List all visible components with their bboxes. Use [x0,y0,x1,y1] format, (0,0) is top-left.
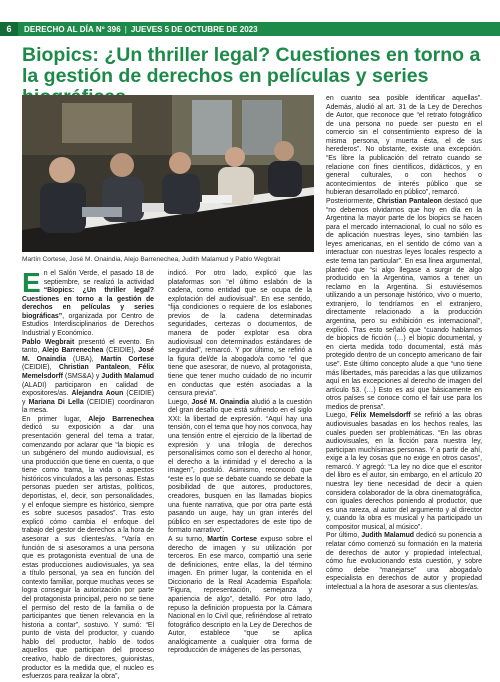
person-name: José M. Onaindia [22,347,155,363]
text-run: Luego, [326,412,351,420]
paragraph [326,198,482,412]
person-name: Alejo Barrenechea [88,415,154,423]
text-run: Por último, [326,532,362,540]
paragraph [326,532,482,592]
person-name: Félix Memelsdorff [350,412,411,420]
paragraph [168,536,312,656]
person-name: Mariana Di Lella [28,398,84,406]
text-run: Luego, [168,398,192,406]
article-column-3 [326,95,482,593]
article-column-1 [22,267,155,682]
publication-name: DERECHO AL DÍA Nº 396 [24,24,121,34]
paragraph [168,270,312,399]
text-run: indicó. Por otro lado, explicó que las plataformas son “el último eslabón de la cadena, como entidad que se ocupa de la explotación del audiovisual”. En ese sentido, “fija condiciones o requiere de los eslabones previos de la cadena determinadas seguridades, certezas o documentos, de manera de poder explotar esa obra audiovisual con determinados estándares de seguridad”, remarcó. Y por último, se refirió a la figura del/de la abogado/a como “el que tiene que asesorar, de nuevo, al protagonista, tiene que tener mucho cuidado de no incurrir en conductas que estén asociadas a la censura previa”. [168,270,312,398]
text-run: (CEIDIE) y [22,390,154,406]
article-title: Biopics: ¿Un thriller legal? Cuestiones en torno a la gestión de derechos en películas y series [22,44,481,87]
paragraph [22,339,154,416]
person-name: Judith Malamud [101,372,154,380]
page-header [0,22,500,36]
text-run: , organizada por Centro de Estudios Interdisciplinarios de Derechos Industrial y Económico. [22,312,154,338]
person-name: Christian Pantaleon [376,197,442,205]
paragraph [22,416,154,682]
text-run: presentó el evento. En tanto, [22,338,154,355]
publication-date: JUEVES 5 DE OCTUBRE DE 2023 [130,24,258,34]
drop-cap: E [22,267,41,298]
text-run: (ALADI) participaron en calidad de expositores/as. [22,381,154,398]
person-name: Pablo Wegbrait [22,338,75,346]
text-run: se refirió a las obras audiovisuales basadas en los hechos reales, las cuales pueden ser problemáticas. “En las obras audiovisuales, en la ficción para nuestra ley, participan muchísimas personas. Y a partir de ahí, exige a la ley cosas que no exige en otros casos”, remarcó. Y agregó: “La ley no dice que el escritor del libro es el autor, sin embargo, en el artículo 20 nuestra ley tiene necesidad de decir a quien considera colaborador de la obra cinematográfica, con iguales derechos poniendo al productor, que es una rareza, al autor del argumento y al director y, cuando la obra es musical y ha participado un compositor musical, al músico”. [326,412,482,531]
page-number: 6 [0,22,18,36]
text-run: (CEIDIE), [22,364,59,372]
text-run: Posteriormente, [326,197,377,205]
text-run: (CEIDIE), [103,347,139,355]
panel-photo-illustration [22,95,314,252]
person-name: Martín Cortese [207,535,257,543]
text-run: en cuanto sea posible identificar aquellas”. Además, aludió al art. 31 de la Ley de Derechos de Autor, que reconoce que “el retrato fotográfico de una persona no puede ser puesto en el comercio sin el consentimiento expreso de la misma persona, y muerta ésta, el de sus herederos”. No obstante, existe una excepción. “Es libre la publicación del retrato cuando se relacione con fines científicos, didácticos, y en general culturales, o con hechos o acontecimientos de interés público que se hubieran desarrollado en público”, remarcó. [326,95,482,197]
text-run: n el Salón Verde, el pasado 18 de septiembre, se realizó la actividad [43,270,154,286]
text-run: destacó que “no debemos olvidarnos que hoy en día en la Argentina la mayor parte de los biopics se hacen para el mercado internacional, lo cual no sólo es de aplicación nuestras leyes, sino también las leyes americanas, en el sentido de cómo van a interactuar con nuestras leyes locales respecto a este tema tan particular”. En esa línea argumental, planteó que “si algo llegase a surgir de algo producido en la Argentina, vamos a tener un reclamo en la Argentina. Si estuviésemos utilizando a un personaje histórico, vivo o muerto, extranjero, lo tendríamos en el extranjero, directamente relacionado a la producción argentina, pero su exhibición es internacional”, explicó. Tras esto señaló que “cuando hablamos de biopics de ficción (…) el biopic documental, y en cierta medida todo documental, está más protegido dentro de un concepto americano de fair use”. Este último concepto alude a que “uno tiene más libertades, más parecidas a las que utilizamos aquí en las excepciones al derecho de imagen del artículo 53. (…) Esto es así que básicamente en otros países se conoce como el fair use para los medios de prensa”. [326,197,482,411]
text-run: (SMS&A) y [62,372,102,380]
person-name: Félix Memelsdorff [22,364,154,380]
text-run: A su turno, [168,535,208,543]
text-run: dedicó su exposición a dar una presentación general del tema a tratar, comenzando por aclarar que “la biopic es un subgénero del mundo audiovisual, es una producción que tiene en cuenta, o que tiene como trama, la vida o aspectos históricos vinculados a las personas. Estas personas pueden ser artistas, políticos, deportistas, el, decir, son personalidades, y el enfoque siempre es histórico, siempre es sobre sucesos pasados”. Tras esto explicó cómo cambia el enfoque del trabajo del gestor de derechos a la hora de asesorar a sus clientes/as. “Varía en función de si asesoramos a una persona que es protagonista eventual de una de estas producciones audiovisuales, ya sea a título personal, ya sea en función del contexto familiar, porque muchas veces se logra conseguir la autorización por parte del protagonista principal, pero no se tiene el permiso del resto de la familia o de participantes que tienen relevancia en la historia a contar”, sostuvo. Y sumó: “El punto de vista del productor, y cuando hablo del productor, hablo de todos aquellos que participan del proceso creativo, hablo de directores, guionistas, productor es la medida que, el nucleo es esfuerzos para realizar la obra”, [22,424,154,681]
paragraph [22,267,154,339]
paragraph [168,399,312,536]
text-run: , [129,364,139,372]
text-run: aludió a la cuestión del gran desafío que está sufriendo en el siglo XXI: la libertad de expresión. “Aquí hay una tensión, con el tema que hoy nos convoca, hay una tensión entre el ejercicio de la libertad de expresión y una trilogía de derechos personalísimos como son el derecho al honor, el derecho a la intimidad y el derecho a la imagen”, postuló. Asimismo, reconoció que “este es lo que se debate cuando se debate la posibilidad de que autores, productores, creadores, busquen en las llamadas biopics una fuente narrativa, que por otra parte está pasando un auge, hay un gran interés del público en ser espectadores de este tipo de formato narrativo”. [168,398,312,535]
person-name: Christian Pantaleon [58,364,129,372]
article-column-2 [168,270,312,656]
person-name: Martín Cortese [100,355,154,363]
person-name: Judith Malamud [361,532,415,540]
person-name: José M. Onaindia [191,398,250,406]
text-run: En primer lugar, [22,415,89,423]
text-run: (UBA), [66,355,101,363]
person-name: Alejandra Aoun [71,390,124,398]
text-run: (CEIDIE) coordinaron la mesa. [22,398,154,415]
article-photo [22,95,314,252]
header-separator: | [124,24,127,34]
paragraph [326,95,482,198]
person-name: Alejo Barrenechea [41,347,104,355]
text-run: expuso sobre el derecho de imagen y su utilización por terceros. En ese marco, compartió una serie de definiciones, entre ellas, la del término imagen. En primer lugar, la contenida en el Diccionario de la Real Academia Española: “Figura, representación, semejanza y apariencia de algo”, detalló. Por otro lado, repuso la definición propuesta por la Cámara Nacional en lo Civil que, refiriéndose al retrato fotográfico descripto en la Ley de Derechos de Autor, establece “que se aplica analógicamente a cualquier otra forma de reproducción de imágenes de las personas, [168,535,312,655]
event-title: “Biopics: ¿Un thriller legal? Cuestiones en torno a la gestión de derechos en películas y series biográficas” [22,287,154,320]
photo-caption: Martín Cortese, José M. Onaindia, Alejo Barrenechea, Judith Malamud y Pablo Wegbrait [22,256,281,263]
text-run: dedicó su ponencia a relatar cómo comenzó su formación en la materia de derechos de autor y propiedad intelectual, cómo fue evolucionando esta cuestión, y sobre cómo debe “manejarse” una abogada/o especialista en derechos de autor y propiedad intelectual a la hora de asesorar a sus clientes/as. [326,532,482,591]
paragraph [326,412,482,532]
